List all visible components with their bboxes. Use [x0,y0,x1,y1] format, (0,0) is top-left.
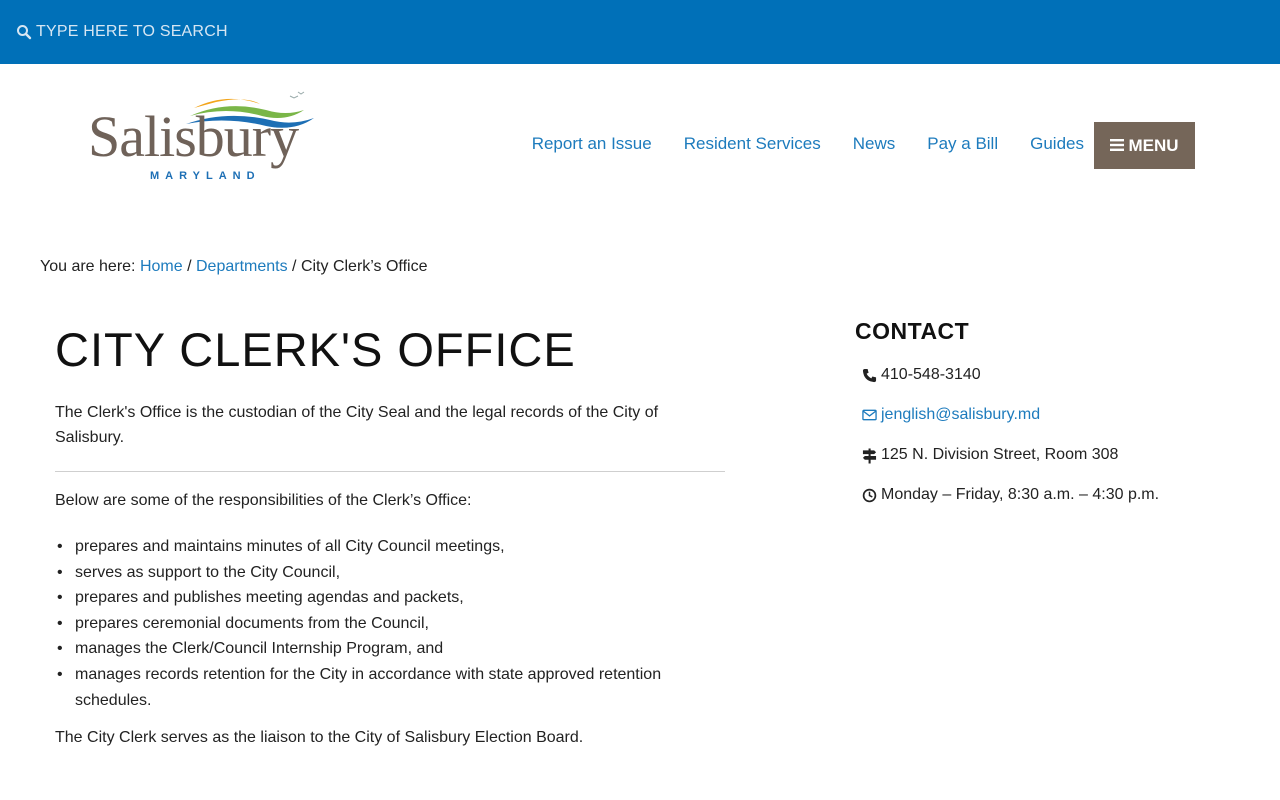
nav-news[interactable]: News [852,134,896,153]
contact-email [862,406,1040,424]
contact-hours [862,486,1159,504]
breadcrumb-prefix: You are here: [40,258,136,275]
list-item: • serves as support to the City Council, [75,560,675,586]
logo-subtitle: MARYLAND [150,170,261,182]
breadcrumb-departments[interactable]: Departments [195,258,288,275]
phone-icon [862,368,877,383]
responsibilities-lead: Below are some of the responsibilities of the Clerk’s Office: [55,492,472,509]
phone-number: 410-548-3140 [881,366,981,383]
breadcrumb [40,258,427,276]
email-link[interactable]: jenglish@salisbury.md [881,406,1041,423]
list-item: • manages records retention for the City in accordance with state approved retention schedules. [75,662,675,713]
salisbury-logo[interactable] [86,90,322,186]
breadcrumb-current: City Clerk’s Office [300,258,428,275]
nav-report-an-issue[interactable]: Report an Issue [531,134,652,153]
envelope-icon [862,408,877,423]
logo-wordmark: Salisbury [88,104,299,169]
search-box[interactable] [16,20,416,44]
content-divider [55,471,725,472]
breadcrumb-separator: / [187,258,192,275]
closing-paragraph: The City Clerk serves as the liaison to the City of Salisbury Election Board. [55,729,584,746]
list-item: • prepares ceremonial documents from the Council, [75,611,675,637]
hours-text: Monday – Friday, 8:30 a.m. – 4:30 p.m. [881,486,1160,503]
breadcrumb-separator: / [292,258,297,275]
nav-guides[interactable]: Guides [1030,134,1084,153]
signpost-icon [862,448,877,463]
contact-phone [862,366,981,384]
page-title: CITY CLERK'S OFFICE [55,323,576,376]
list-item: • manages the Clerk/Council Internship Program, and [75,636,675,662]
breadcrumb-home[interactable]: Home [139,258,183,275]
menu-button[interactable] [1094,122,1195,169]
main-nav [532,134,1084,154]
contact-heading: CONTACT [855,318,970,344]
search-icon[interactable] [16,24,32,40]
menu-button-label: MENU [1128,135,1179,155]
search-input[interactable] [36,23,396,41]
hamburger-icon [1110,136,1124,156]
top-search-bar [0,0,1280,64]
intro-paragraph: The Clerk's Office is the custodian of the City Seal and the legal records of the City of Salisbury. [55,404,659,446]
contact-address [862,446,1118,464]
clock-icon [862,488,877,503]
address-text: 125 N. Division Street, Room 308 [881,446,1119,463]
list-item: • prepares and publishes meeting agendas and packets, [75,585,675,611]
nav-resident-services[interactable]: Resident Services [683,134,821,153]
nav-pay-a-bill[interactable]: Pay a Bill [927,134,999,153]
responsibilities-list [75,534,675,713]
list-item: • prepares and maintains minutes of all City Council meetings, [75,534,675,560]
